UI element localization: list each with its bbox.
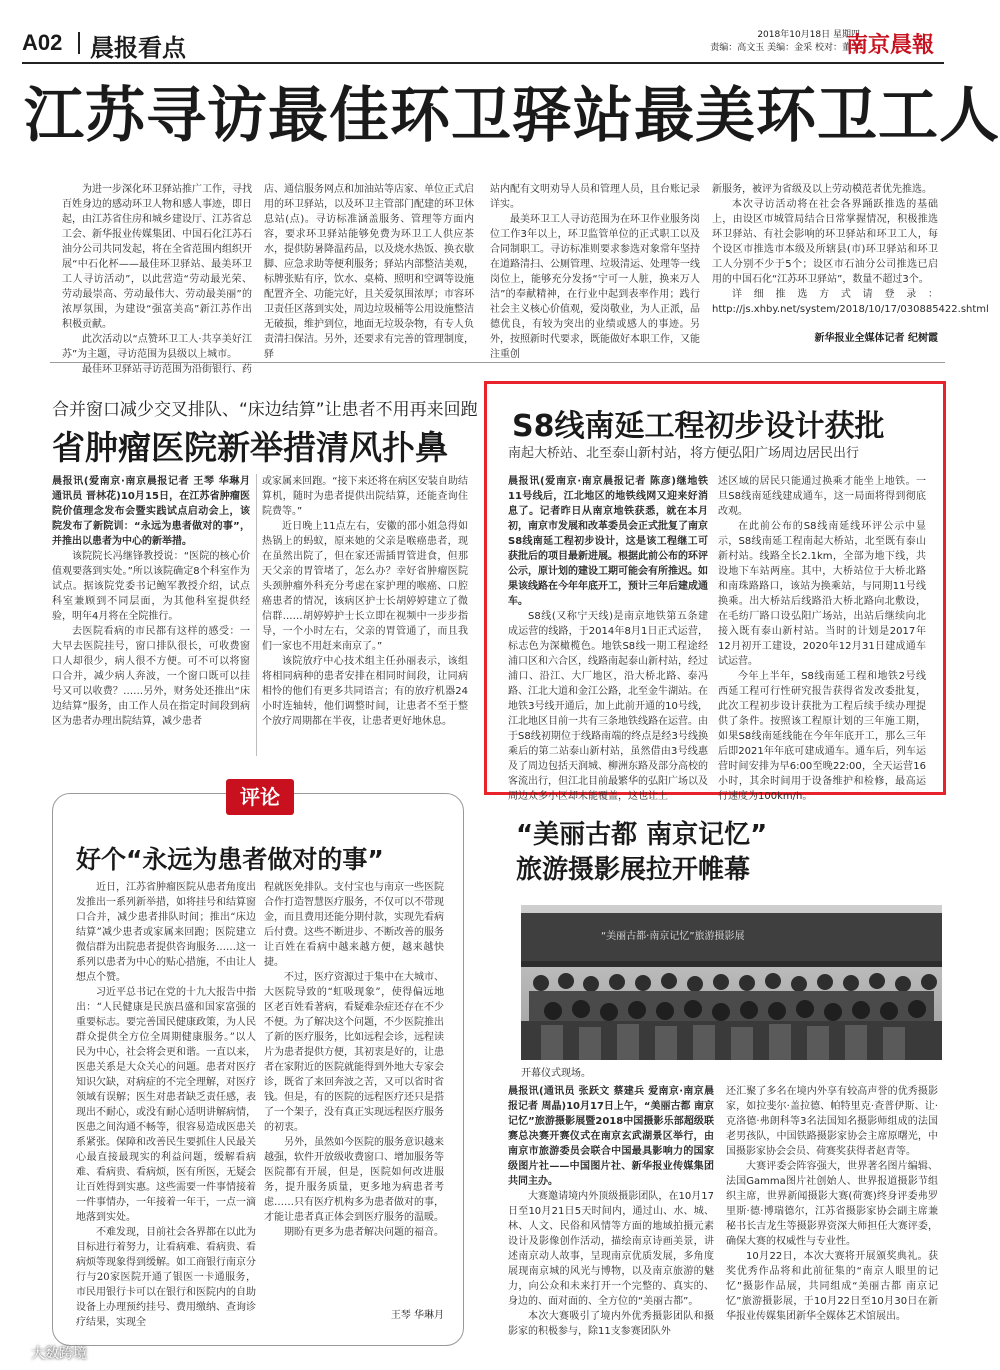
lead-paragraph: 此次活动以“点赞环卫工人·共享美好江苏”为主题，寻访范围为县级以上城市。: [62, 334, 252, 360]
hospital-paragraph: 晨报讯(爱南京·南京晨报记者 王琴 华琳月 通讯员 晋林花)10月15日，在江苏省肿瘤医院价值理念发布会暨实践试点启动会上，该院发布了新院训：“永远为患者做对的事”，并推出以患者为中心的新举措。: [52, 476, 250, 547]
commentary-paragraph: 另外，虽然如今医院的服务意识越来越强，软件开放级收费窗口、增加服务等医院都有开展，但是，医院如何改进服务，提升服务质量，更多地为病患者考虑……只有医疗机构多为患者做对的事，才能让患者真正体会到医疗服务的温暖。: [264, 1137, 444, 1223]
s8-column-1: [508, 474, 708, 802]
opening-ceremony-photo: [521, 905, 942, 1060]
commentary-column-2: [264, 880, 444, 1300]
header-divider: [78, 32, 80, 54]
commentary-paragraph: 近日，江苏省肿瘤医院从患者角度出发推出一系列新举措，如将挂号和结算窗口合并，减少患者排队时间；推出“床边结算”减少患者或家属来回跑；医院建立微信群为出院患者提供咨询服务……这一系列以患者为中心的贴心措施，不由让人想点个赞。: [76, 882, 256, 983]
lead-paragraph: 详细推选方式请登录：http://js.xhby.net/system/2018/10/17/030885422.shtml: [712, 289, 989, 315]
lead-paragraph: 新服务，被评为省级及以上劳动模范者优先推选。: [712, 184, 932, 195]
lead-column-4: [712, 182, 989, 327]
newspaper-logo: 南京晨報: [846, 32, 935, 58]
s8-paragraph: 今年上半年，S8线南延工程和地铁2号线西延工程可行性研究报告获得省发改委批复，此次工程初步设计获批为工程后续手续办理提供了条件。按照该工程原计划的三年施工期，如果S8线南延线能在今年年底开工，那么三年后即2021年年底可建成通车。通车后，列车运营时间安排为早6:00至晚22:00，全天运营16小时，其余时间用于设备维护和检修，最高运行速度为100km/h。: [718, 671, 926, 802]
photo-article-headline-2: 旅游摄影展拉开帷幕: [516, 855, 751, 885]
watermark: [4, 1343, 87, 1363]
lead-paragraph: 店、通信服务网点和加油站等店家、单位正式启用的环卫驿站，以及环卫主管部门配建的环卫休息站(点)。寻访标准涵盖服务、管理等方面内容，要求环卫驿站能够免费为环卫工人供应茶水，提供防暑降温药品，以及烧水热饭、换衣歇脚、应急求助等便利服务；驿站内部整洁美观，标牌张贴有序，饮水、桌椅、照明和空调等设施配置齐全、功能完好，且关爱氛围浓厚；市容环卫责任区落到实处，周边垃圾桶等公用设施整洁无破损，维护到位，地面无垃圾杂物，有专人负责清扫保洁。另外，还要求有完善的管理制度，驿: [264, 184, 474, 360]
photo-banner-text: “美丽古都·南京记忆”旅游摄影展: [601, 931, 745, 942]
column-divider: [256, 474, 257, 756]
hospital-paragraph: 该院放疗中心技术组主任孙丽表示，该组将相同病种的患者安排在相同时间段，让同病相怜的他们有更多共同语言；有的放疗机器24小时连轴转，他们调整时间，让患者不至于整个放疗周期都在半夜，让患者更好地休息。: [262, 656, 468, 727]
commentary-paragraph: 程就医免排队。支付宝也与南京一些医院合作打造智慧医疗服务，不仅可以不带现金，而且费用还能分期付款，实现先看病后付费。这些不断进步、不断改善的服务让百姓在看病中越来越方便，越来越快捷。: [264, 882, 444, 968]
issue-date: 2018年10月18日 星期四: [757, 30, 860, 40]
hospital-paragraph: 或家属来回跑。“接下来还将在病区安装自助结算机，随时为患者提供出院结算，还能查询住院费等。”: [262, 476, 468, 517]
watermark-text: 大数跨境: [31, 1346, 87, 1362]
commentary-badge: 评论: [226, 779, 294, 815]
s8-paragraph: 述区域的居民只能通过换乘才能坐上地铁。一旦S8线南延线建成通车，这一局面将得到彻底改观。: [718, 476, 926, 517]
section-divider: [50, 362, 945, 363]
lead-paragraph: 最佳环卫驿站寻访范围为沿街银行、药: [82, 364, 252, 375]
page-number: A02: [22, 30, 63, 55]
photo-article-column-1: [508, 1084, 714, 1346]
photo-article-paragraph: 大赛邀请境内外顶级摄影团队，在10月17日至10月21日5天时间内，通过山、水、城、林、人文、民俗和风情等方面的地域拍摄元素设计及影像创作活动，描绘南京诗画美景，讲述南京动人故事，呈现南京优质发展，多角度展现南京城的风光与博物，以及南京旅游的魅力，向公众和未来打开一个完整的、真实的、身边的、面对面的、全方位的“美丽古都”。: [508, 1191, 714, 1307]
lead-paragraph: 站内配有文明劝导人员和管理人员，且台账记录详实。: [490, 184, 700, 210]
lead-column-1: [62, 182, 252, 375]
main-headline: 江苏寻访最佳环卫驿站最美环卫工人: [24, 81, 1000, 151]
s8-column-2: [718, 474, 926, 802]
photo-article-headline-1: “美丽古都 南京记忆”: [516, 820, 768, 850]
hospital-column-2: [262, 474, 468, 756]
s8-paragraph: 晨报讯(爱南京·南京晨报记者 陈彦)继地铁11号线后，江北地区的地铁线网又迎来好消息了。记者昨日从南京地铁获悉，就在本月初，南京市发展和改革委员会正式批复了南京S8线南延工程初步设计，这是该工程继工可获批后的项目最新进展。根据此前公布的环评公示，原计划的建设工期可能会有所推迟。如果该线路在今年年底开工，预计三年后建成通车。: [508, 476, 708, 607]
s8-headline: S8线南延工程初步设计获批: [512, 409, 885, 444]
hospital-kicker: 合并窗口减少交叉排队、“床边结算”让患者不用再来回跑: [52, 400, 478, 420]
lead-byline: 新华报业全媒体记者 纪树霞: [814, 333, 938, 344]
commentary-paragraph: 习近平总书记在党的十九大报告中指出：“人民健康是民族昌盛和国家富强的重要标志。要完善国民健康政策，为人民群众提供全方位全周期健康服务。”以人民为中心，社会将会更和谐。一直以来，医患关系是大众关心的问题。患者对医疗知识欠缺，对病症的不完全理解，对医疗领域有误解；医生对患者缺乏责任感，表现出不耐心，或没有耐心适明讲解病情，医患之间沟通不畅等，很容易造成医患关系紧张。保障和改善民生要抓住人民最关心最直接最现实的利益问题，缓解看病难、看病贵、看病烦，医有所医，无疑会让百姓得到实惠。这些需要一件事情接着一件事情办，一年接着一年干，一点一滴地落到实处。: [76, 987, 256, 1223]
lead-paragraph: 本次寻访活动将在社会各界踊跃推选的基础上，由设区市城管局结合日常掌握情况，积极推选环卫驿站、有社会影响的环卫驿站和环卫工人，每个设区市推选市本级及所辖县(市)环卫驿站和环卫工人分别不少于5个；设区市石油分公司推选已启用的中国石化“江苏环卫驿站”，数量不超过3个。: [712, 199, 938, 285]
commentary-headline: 好个“永远为患者做对的事”: [76, 845, 384, 874]
s8-paragraph: 在此前公布的S8线南延线环评公示中显示，S8线南延工程南起大桥站，北至既有泰山新村站。线路全长2.1km，全部为地下线，共设地下车站两座。其中，大桥站位于大桥北路和南珠路路口，该站为换乘站，与同期11号线换乘。出大桥站后线路沿大桥北路向北敷设，在毛纺厂路口设弘阳广场站，出站后继续向北接入既有泰山新村站。当时的计划是2017年12月初开工建设，2020年12月31日建成通车试运营。: [718, 521, 926, 667]
lead-paragraph: 为进一步深化环卫驿站推广工作，寻找百姓身边的感动环卫人物和感人事迹，即日起，由江苏省住房和城乡建设厅、江苏省总工会、新华报业传媒集团、中国石化江苏石油分公司共同发起，将在全省范围内组织开展“中石化杯——最佳环卫驿站、最美环卫工人寻访活动”，以此营造“劳动最光荣、劳动最崇高、劳动最伟大、劳动最美丽”的浓厚氛围，为建设“强富美高”新江苏作出积极贡献。: [62, 184, 252, 330]
photo-article-paragraph: 10月22日，本次大赛将开展颁奖典礼。获奖优秀作品将和此前征集的“南京人眼里的记忆”摄影作品展，共同组成“美丽古都 南京记忆”旅游摄影展，于10月22日至10月30日在新华报业传媒集团新华全媒体艺术馆展出。: [726, 1251, 938, 1322]
hospital-paragraph: 近日晚上11点左右，安徽的邵小姐急得如热锅上的蚂蚁，原来她的父亲是喉癌患者，现在虽然出院了，但在家还需插胃管进食，但那天父亲的胃管堵了，怎么办？幸好省肿瘤医院头颈肿瘤外科充分考虑在家护理的喉癌、口腔癌患者的情况，该病区护士长胡婷婷建立了微信群……胡婷婷护士长立即在视频中一步步指导，一个小时左右，父亲的胃管通了，而且我们一家也不用赶来南京了。”: [262, 521, 468, 652]
lead-column-3: [490, 182, 700, 360]
hospital-headline: 省肿瘤医院新举措清风扑鼻: [52, 428, 448, 467]
lead-column-2: [264, 182, 474, 360]
s8-paragraph: S8线(又称宁天线)是南京地铁第五条建成运营的线路，于2014年8月1日正式运营，标志色为深橄榄色。地铁S8线一期工程途经浦口区和六合区，线路南起泰山新村站，经过浦口、沿江、大厂地区，沿大桥北路、泰冯路、江北大道和金江公路，北至金牛湖站。在地铁3号线开通后，加上此前开通的10号线，江北地区目前一共有三条地铁线路在运营。由于S8线初期位于线路南端的终点是经3号线换乘后的第二站泰山新村站，虽然借由3号线惠及了周边包括天润城、柳洲东路及部分高校的客流出行，但江北目前最繁华的弘阳广场以及周边众多小区却未能覆盖，这也让上: [508, 611, 708, 802]
photo-article-paragraph: 晨报讯(通讯员 张跃文 蔡建兵 爱南京·南京晨报记者 周晶)10月17日上午，“美丽古都 南京记忆”旅游摄影展暨2018中国摄影乐部超级联赛总决赛开赛仪式在南京玄武湖景区举行，由南京市旅游委员会联合中国最具影响力的国家级图片社——中国图片社、新华报业传媒集团共同主办。: [508, 1086, 714, 1187]
photo-caption: 开幕仪式现场。: [521, 1068, 591, 1079]
photo-article-paragraph: 本次大赛吸引了境内外优秀摄影团队和摄影家的积极参与，除11支参赛团队外: [508, 1311, 714, 1337]
commentary-column-1: [76, 880, 256, 1328]
commentary-byline: 王琴 华琳月: [390, 1310, 444, 1321]
hospital-column-1: [52, 474, 250, 756]
commentary-paragraph: 不难发现，目前社会各界都在以此为目标进行着努力，让看病难、看病贵、看病烦等现象得到缓解。如工商银行南京分行与20家医院开通了银医一卡通服务，市民用银行卡可以在银行和医院内的自助设备上办理预约挂号、费用缴纳、查询诊疗结果，实现全: [76, 1227, 256, 1328]
commentary-paragraph: 期盼有更多为患者解决问题的福音。: [284, 1227, 444, 1238]
commentary-paragraph: 不过，医疗资源过于集中在大城市、大医院导致的“虹吸现象”，使得偏远地区老百姓看著病，看疑难杂症还存在不少不便。为了解决这个问题，不少医院推出了新的医疗服务，比如远程会诊，远程读片为患者提供方便，其初衷是好的，让患者在家附近的医院就能得到外地大专家会诊，既省了来回奔波之苦，又可以省时省钱。但是，有的医院的远程医疗还只是搭了一个架子，没有真正实现远程医疗服务的初衷。: [264, 972, 444, 1133]
hospital-paragraph: 该院院长冯继锋教授说：“医院的核心价值观要落到实处。”所以该院确定8个科室作为试点。据该院党委书记鲍军教授介绍，试点科室兼顾到不同层面，为其他科室提供经验，明年4月将在全院推行。: [52, 551, 250, 622]
header-rule: [22, 62, 944, 64]
photo-article-paragraph: 还汇聚了多名在境内外享有较高声誉的优秀摄影家，如拉斐尔·盖拉德、帕特里克·查普伊斯、让·克洛德·弗朗科等3名法国知名摄影师组成的法国老男孩队，中国铁路摄影家协会主席原曙光，中国摄影家协会会员、荷赛奖获得者赵青等。: [726, 1086, 938, 1157]
editor-credits: 责编：高文玉 美编：金采 校对：董宁: [710, 43, 860, 53]
section-name: 晨报看点: [90, 34, 186, 62]
hospital-paragraph: 去医院看病的市民都有这样的感受：一大早去医院挂号，窗口排队很长，可收费窗口人却很少，病人很不方便。可不可以将窗口合并，减少病人奔波，一个窗口既可以挂号又可以收费？……另外，财务处还推出“床边结算”服务，由工作人员在指定时间段到病区为患者办理出院结算，减少患者: [52, 626, 250, 727]
photo-article-column-2: [726, 1084, 938, 1346]
lead-paragraph: 最美环卫工人寻访范围为在环卫作业服务岗位工作3年以上，环卫监管单位的正式职工以及合同制职工。寻访标准则要求参选对象常年坚持在道路清扫、公厕管理、垃圾清运、处理等一线岗位上，能够充分发扬“宁可一人脏，换来万人洁”的奉献精神，在行业中起到表率作用；践行社会主义核心价值观，爱岗敬业，为人正派，品德优良，有较为突出的业绩或感人的事迹。另外，按照新时代要求，既能做好本职工作，又能注重创: [490, 214, 700, 360]
watermark-logo-icon: [4, 1346, 28, 1362]
photo-article-paragraph: 大赛评委会阵容强大，世界著名图片编辑、法国Gamma图片社创始人、世界报道摄影节组织主席，世界新闻摄影大赛(荷赛)终身评委弗罗里斯·德·博瑞德尔，江苏省摄影家协会副主席兼秘书长吉龙生等摄影界资深大师担任大赛评委，确保大赛的权威性与专业性。: [726, 1161, 938, 1247]
s8-subtitle: 南起大桥站、北至泰山新村站，将方便弘阳广场周边居民出行: [508, 446, 860, 461]
